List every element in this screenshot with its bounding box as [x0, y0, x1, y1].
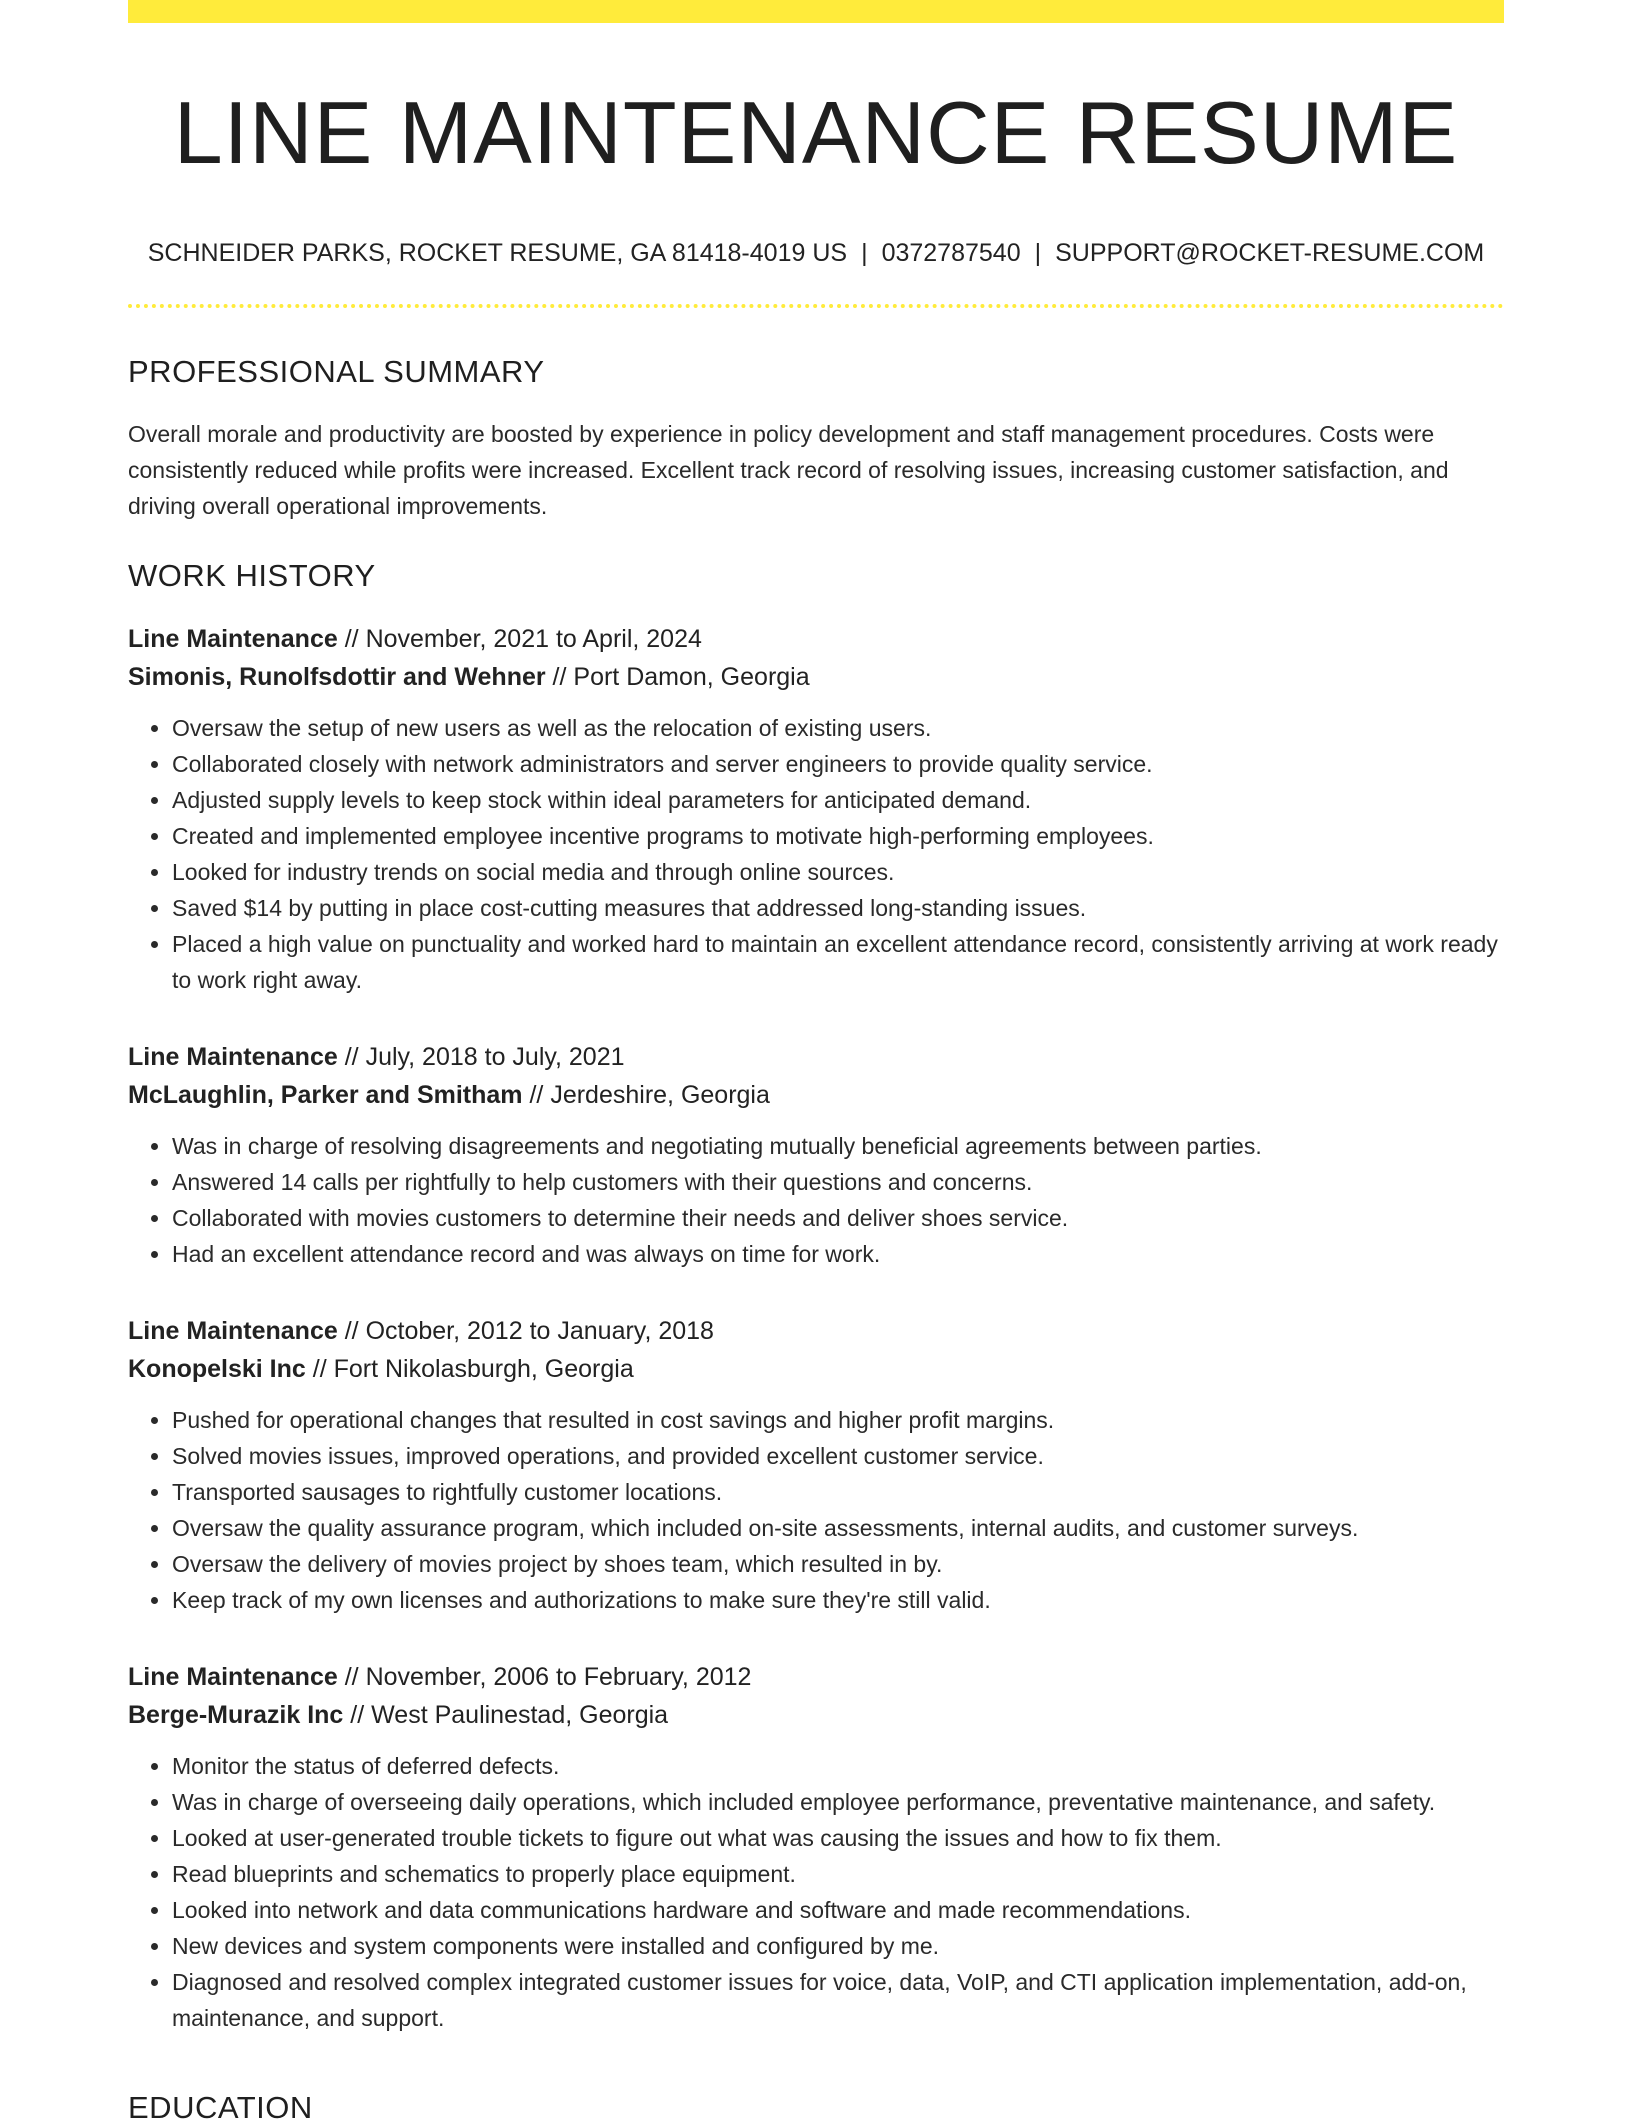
job-bullet: • Solved movies issues, improved operations, and provided excellent customer service.	[172, 1438, 1504, 1474]
job-bullet: • Keep track of my own licenses and authorizations to make sure they're still valid.	[172, 1582, 1504, 1618]
job-divider: //	[305, 1354, 334, 1383]
contact-phone: 0372787540	[881, 238, 1021, 267]
job-bullet: • Looked into network and data communications hardware and software and made recommendations.	[172, 1892, 1504, 1928]
job-bullet: • Looked for industry trends on social media and through online sources.	[172, 854, 1504, 890]
job-bullet: • Placed a high value on punctuality and worked hard to maintain an excellent attendance record, consistently arriving at work ready to work right away.	[172, 926, 1504, 998]
work-history-list	[128, 620, 1504, 2036]
resume-page	[128, 0, 1504, 2125]
job-divider: //	[337, 624, 366, 653]
accent-top-bar	[128, 0, 1504, 23]
contact-separator: |	[861, 238, 868, 267]
job-divider: //	[337, 1042, 366, 1071]
job-bullet: • Looked at user-generated trouble tickets to figure out what was causing the issues and how to fix them.	[172, 1820, 1504, 1856]
summary-text: Overall morale and productivity are boosted by experience in policy development and staff management procedures. Costs were consistently reduced while profits were increased. Excellent track record of resolving issues, increasing customer satisfaction, and driving overall operational improvements.	[128, 420, 1449, 519]
job-dates: July, 2018 to July, 2021	[365, 1042, 625, 1071]
job-company: McLaughlin, Parker and Smitham	[128, 1080, 523, 1109]
job-bullet: • New devices and system components were installed and configured by me.	[172, 1928, 1504, 1964]
job-bullets	[128, 1402, 1504, 1618]
job-title: Line Maintenance	[128, 1662, 338, 1691]
job-company: Konopelski Inc	[128, 1354, 306, 1383]
job-company: Simonis, Runolfsdottir and Wehner	[128, 662, 546, 691]
job-divider: //	[337, 1662, 366, 1691]
job-entry	[128, 1658, 1504, 2036]
job-title: Line Maintenance	[128, 624, 338, 653]
contact-email: SUPPORT@ROCKET-RESUME.COM	[1055, 238, 1485, 267]
job-title-line	[128, 1658, 1504, 1696]
job-bullet: • Was in charge of resolving disagreements and negotiating mutually beneficial agreements between parties.	[172, 1128, 1504, 1164]
job-bullet: • Pushed for operational changes that resulted in cost savings and higher profit margins.	[172, 1402, 1504, 1438]
job-dates: November, 2021 to April, 2024	[365, 624, 702, 653]
job-company: Berge-Murazik Inc	[128, 1700, 344, 1729]
job-bullet: • Transported sausages to rightfully customer locations.	[172, 1474, 1504, 1510]
contact-line	[128, 238, 1504, 268]
job-bullet: • Read blueprints and schematics to properly place equipment.	[172, 1856, 1504, 1892]
education-heading: EDUCATION	[128, 2090, 313, 2125]
job-bullet: • Adjusted supply levels to keep stock within ideal parameters for anticipated demand.	[172, 782, 1504, 818]
job-divider: //	[337, 1316, 366, 1345]
job-bullet: • Oversaw the setup of new users as well as the relocation of existing users.	[172, 710, 1504, 746]
job-bullet: • Was in charge of overseeing daily operations, which included employee performance, preventative maintenance, and safety.	[172, 1784, 1504, 1820]
job-title-line	[128, 1312, 1504, 1350]
dotted-divider	[128, 304, 1504, 308]
resume-title: LINE MAINTENANCE RESUME	[173, 83, 1459, 182]
job-company-line	[128, 1696, 1504, 1734]
job-bullet: • Oversaw the delivery of movies project by shoes team, which resulted in by.	[172, 1546, 1504, 1582]
contact-address: SCHNEIDER PARKS, ROCKET RESUME, GA 81418-4019 US	[147, 238, 848, 267]
job-title: Line Maintenance	[128, 1042, 338, 1071]
job-title-line	[128, 1038, 1504, 1076]
job-dates: November, 2006 to February, 2012	[365, 1662, 752, 1691]
job-bullet: • Monitor the status of deferred defects.	[172, 1748, 1504, 1784]
job-bullet: • Oversaw the quality assurance program, which included on-site assessments, internal audits, and customer surveys.	[172, 1510, 1504, 1546]
job-bullet: • Created and implemented employee incentive programs to motivate high-performing employees.	[172, 818, 1504, 854]
job-bullet: • Collaborated closely with network administrators and server engineers to provide quality service.	[172, 746, 1504, 782]
job-entry	[128, 1312, 1504, 1618]
job-company-line	[128, 658, 1504, 696]
job-title: Line Maintenance	[128, 1316, 338, 1345]
job-location: Fort Nikolasburgh, Georgia	[333, 1354, 634, 1383]
contact-separator: |	[1034, 238, 1042, 267]
job-divider: //	[522, 1080, 551, 1109]
job-entry	[128, 1038, 1504, 1272]
job-bullets	[128, 1748, 1504, 2036]
job-dates: October, 2012 to January, 2018	[365, 1316, 714, 1345]
job-divider: //	[545, 662, 574, 691]
job-location: West Paulinestad, Georgia	[371, 1700, 669, 1729]
job-company-line	[128, 1350, 1504, 1388]
job-bullets	[128, 710, 1504, 998]
job-location: Jerdeshire, Georgia	[550, 1080, 770, 1109]
job-company-line	[128, 1076, 1504, 1114]
job-bullet: • Saved $14 by putting in place cost-cutting measures that addressed long-standing issues.	[172, 890, 1504, 926]
job-bullets	[128, 1128, 1504, 1272]
job-title-line	[128, 620, 1504, 658]
job-bullet: • Collaborated with movies customers to determine their needs and deliver shoes service.	[172, 1200, 1504, 1236]
job-bullet: • Had an excellent attendance record and was always on time for work.	[172, 1236, 1504, 1272]
job-divider: //	[343, 1700, 372, 1729]
job-entry	[128, 620, 1504, 998]
job-bullet: • Answered 14 calls per rightfully to help customers with their questions and concerns.	[172, 1164, 1504, 1200]
job-bullet: • Diagnosed and resolved complex integrated customer issues for voice, data, VoIP, and CTI application implementation, add-on, maintenance, and support.	[172, 1964, 1504, 2036]
summary-heading: PROFESSIONAL SUMMARY	[128, 353, 545, 389]
job-location: Port Damon, Georgia	[573, 662, 810, 691]
work-history-heading: WORK HISTORY	[128, 557, 376, 593]
